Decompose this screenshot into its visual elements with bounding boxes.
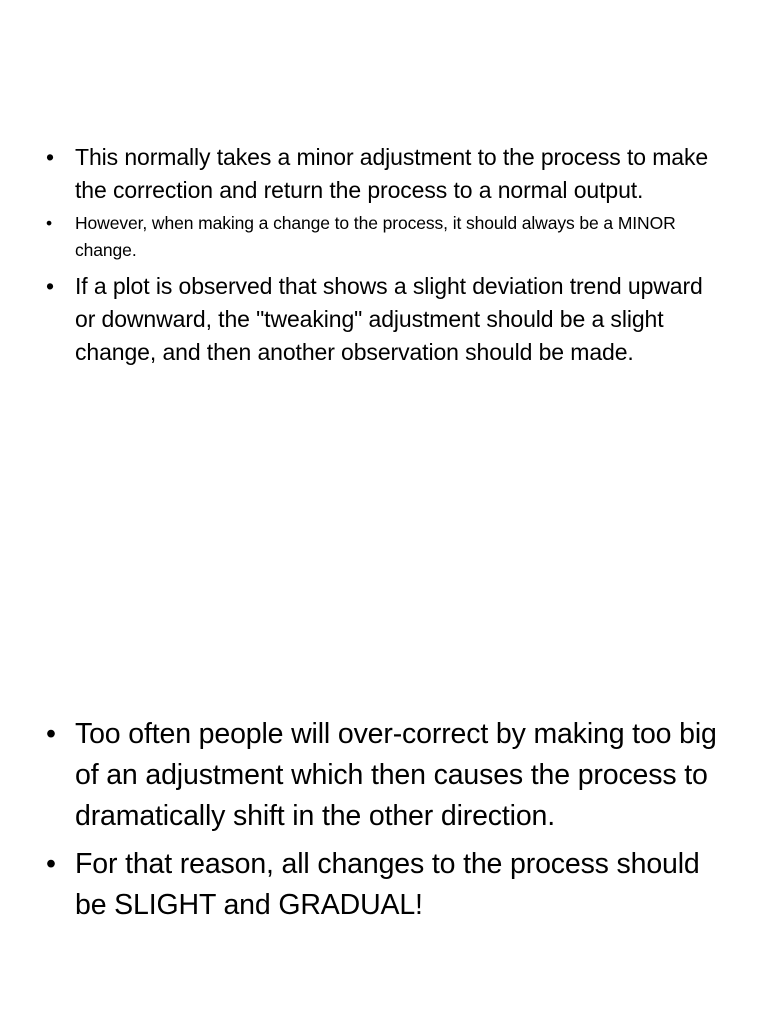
- bullet-dot: •: [46, 273, 54, 299]
- bottom-bullet-list: [46, 714, 726, 933]
- bullet-text: Too often people will over-correct by making too big of an adjustment which then causes the process to dramatically shift in the other direction.: [75, 718, 717, 832]
- bullet-text: For that reason, all changes to the process should be SLIGHT and GRADUAL!: [75, 848, 700, 921]
- bullet-item: [46, 270, 726, 369]
- top-bullet-list: [46, 141, 726, 372]
- bullet-item: [46, 844, 726, 926]
- bullet-text: This normally takes a minor adjustment to the process to make the correction and return the process to a normal output.: [75, 144, 709, 203]
- bullet-dot: •: [46, 144, 54, 170]
- bullet-dot: •: [46, 718, 56, 750]
- bullet-text: However, when making a change to the process, it should always be a MINOR change.: [75, 213, 676, 260]
- bullet-item: [46, 210, 726, 264]
- bullet-item: [46, 714, 726, 837]
- bullet-item: [46, 141, 726, 207]
- bullet-dot: •: [46, 848, 56, 880]
- bullet-dot: •: [46, 213, 53, 233]
- bullet-text: If a plot is observed that shows a slight deviation trend upward or downward, the "tweaking" adjustment should be a slight change, and then another observation should be made.: [75, 273, 703, 365]
